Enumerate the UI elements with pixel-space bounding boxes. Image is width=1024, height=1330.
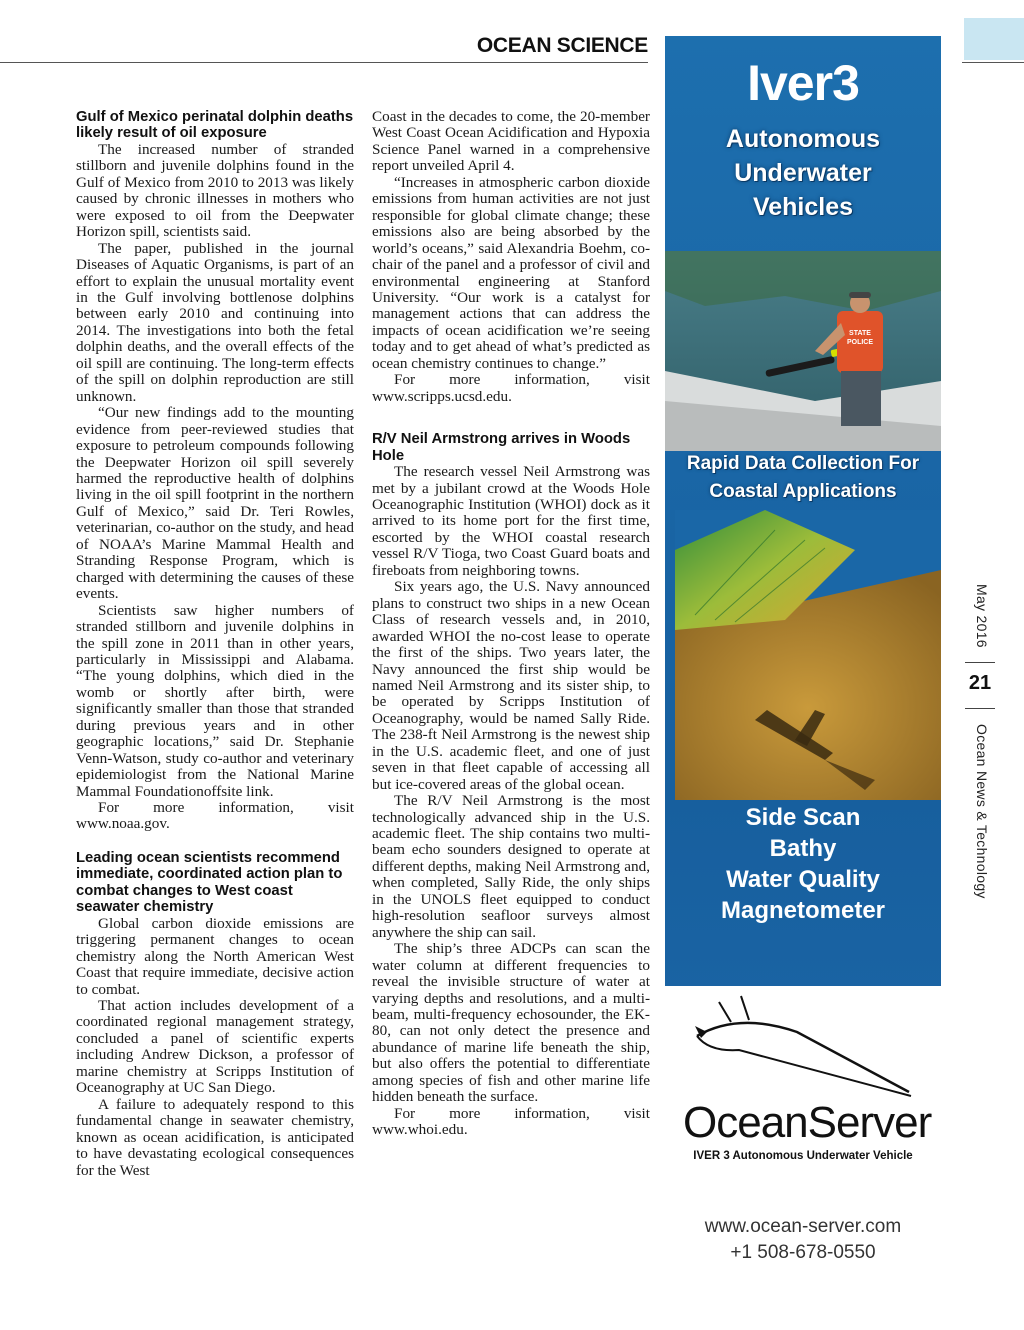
middle-column <box>372 109 650 1139</box>
paragraph: Global carbon dioxide emissions are triggering permanent changes to ocean chemistry along the North American West Coast that require immediate, decisive action to combat. <box>76 914 354 998</box>
svg-text:STATEPOLICE: STATE POLICE <box>846 330 874 346</box>
paragraph: That action includes development of a coordinated regional management strategy, concluded a panel of scientific experts including Andrew Dickson, a professor of marine chemistry at Scripps Institution of Oceanography at UC San Diego. <box>76 997 354 1097</box>
paragraph: The paper, published in the journal Diseases of Aquatic Organisms, is part of an effort to explain the unusual mortality event in the Gulf involving bottlenose dolphins between early 2010 and continuing into 2014. The investigations into both the fetal dolphin deaths, and the overall effects of the oil spill are continuing. The long-term effects of the spill on dolphin reproduction are still unknown. <box>76 239 354 405</box>
feature-item: Magnetometer <box>720 897 886 924</box>
article-title-acidification: Leading ocean scientists recommend immediate, coordinated action plan to combat changes to West coast seawater chemistry <box>76 849 343 916</box>
ad-website-link[interactable]: www.ocean-server.com <box>704 1216 902 1237</box>
page-number: 21 <box>968 672 992 694</box>
sidebar-rule <box>965 708 995 709</box>
ad-photo-deployment <box>665 251 941 451</box>
advertisement[interactable] <box>665 36 941 1306</box>
paragraph-continued: Coast in the decades to come, the 20-member West Coast Ocean Acidification and Hypoxia Science Panel warned in a comprehensive report unveiled April 4. <box>372 108 650 175</box>
left-column <box>76 109 354 1179</box>
page-tab-decoration <box>964 18 1024 60</box>
ad-product-line: IVER 3 Autonomous Underwater Vehicle <box>693 1150 913 1162</box>
paragraph: A failure to adequately respond to this fundamental change in seawater chemistry, known as ocean acidification, is anticipated to have devastating ecological consequences for the West <box>76 1095 354 1179</box>
paragraph: The increased number of stranded stillborn and juvenile dolphins found in the Gulf of Mexico from 2010 to 2013 was likely caused by chronic illnesses in mothers who were exposed to oil from the Deepwater Horizon spill, scientists said. <box>76 140 354 241</box>
tab-rule <box>962 62 1024 63</box>
ad-phone: +1 508-678-0550 <box>730 1242 876 1263</box>
oceanserver-logo: OceanServer <box>683 1098 932 1147</box>
feature-item: Water Quality <box>726 866 880 893</box>
feature-item: Bathy <box>769 835 837 862</box>
ad-sonar-image <box>675 510 941 800</box>
issue-date: May 2016 <box>974 584 990 648</box>
paragraph: Six years ago, the U.S. Navy announced plans to construct two ships in a new Ocean Class of research vessels and, in 2010, awarded WHOI the no-cost lease to operate the first of the ships. Two years later, the Navy announced the first ship would be named Neil Armstrong and its sister ship, to be operated by Scripps Institution of Oceanography, would be named Sally Ride. The 238-ft Neil Armstrong is the newest ship in the U.S. academic fleet, and one of just seven in that fleet capable of accessing all but ice-covered areas of the global ocean. <box>372 578 650 793</box>
paragraph: The ship’s three ADCPs can scan the water column at different frequencies to reveal the invisible structure of water at varying depths and resolutions, and a multi-beam, multi-frequency echosounder, the EK-80, can not only detect the presence and abundance of marine life beneath the ship, but also offers the potential to differentiate among species of fish and other marine life hidden beneath the surface. <box>372 940 650 1106</box>
article-title-dolphins: Gulf of Mexico perinatal dolphin deaths likely result of oil exposure <box>76 109 354 142</box>
header-rule <box>0 62 648 63</box>
sidebar-rule <box>965 662 995 663</box>
ad-title: Iver3 <box>747 55 859 111</box>
auv-logo-icon <box>679 992 929 1102</box>
paragraph: “Increases in atmospheric carbon dioxide emissions from human activities are not just responsible for global climate change; these emissions also are being absorbed by the world’s oceans,” said Alexandria Boehm, co-chair of the panel and a professor of civil and environmental engineering at Stanford University. “Our work is a catalyst for management actions that can address the impacts of ocean acidification we’re seeing today and to get ahead of what’s predicted as ocean chemistry continues to change.” <box>372 173 650 372</box>
ad-footer <box>665 986 941 1306</box>
paragraph-link: For more information, visit www.noaa.gov. <box>76 799 354 833</box>
ad-feature-list <box>665 802 941 926</box>
publication-name: Ocean News & Technology <box>974 724 990 899</box>
feature-item: Side Scan <box>745 804 861 831</box>
article-title-armstrong: R/V Neil Armstrong arrives in Woods Hole <box>372 431 631 464</box>
ad-subtitle: Autonomous Underwater Vehicles <box>725 125 881 221</box>
paragraph-link: For more information, visit www.scripps.ucsd.edu. <box>372 371 650 405</box>
paragraph-link: For more information, visit www.whoi.edu. <box>372 1104 650 1139</box>
paragraph: The R/V Neil Armstrong is the most technologically advanced ship in the U.S. academic fleet. The ship contains two multi-beam echo sounders designed to operate at different depths, making Neil Armstrong and, when completed, Sally Ride, the only ships in the UNOLS fleet equipped to conduct high-resolution seafloor surveys almost anywhere the ship can sail. <box>372 792 650 941</box>
paragraph: The research vessel Neil Armstrong was met by a jubilant crowd at the Woods Hole Oceanographic Institution (WHOI) dock as it arrived to its home port for the first time, escorted by the WHOI coastal research vessel R/V Tioga, two Coast Guard boats and fireboats from neighboring towns. <box>372 463 650 579</box>
section-heading: OCEAN SCIENCE <box>476 34 648 57</box>
ad-tagline: Rapid Data Collection For Coastal Applications <box>686 453 920 502</box>
paragraph: “Our new findings add to the mounting evidence from peer-reviewed studies that exposure to petroleum compounds following the Deepwater Horizon oil spill severely harmed the reproductive health of dolphins living in the oil spill footprint in the northern Gulf of Mexico,” said Dr. Teri Rowles, veterinarian, co-author on the study, and head of NOAA’s Marine Mammal Health and Stranding Response Program, which is charged with determining the causes of these events. <box>76 404 354 603</box>
paragraph: Scientists saw higher numbers of stranded stillborn and juvenile dolphins in the spill zone in 2011 than in other years, particularly in Mississippi and Alabama. “The young dolphins, which died in the womb or shortly after birth, were significantly smaller than those that stranded during previous years and in other geographic locations,” said Dr. Stephanie Venn-Watson, study co-author and veterinary epidemiologist from the National Marine Mammal Foundationoffsite link. <box>76 601 354 800</box>
